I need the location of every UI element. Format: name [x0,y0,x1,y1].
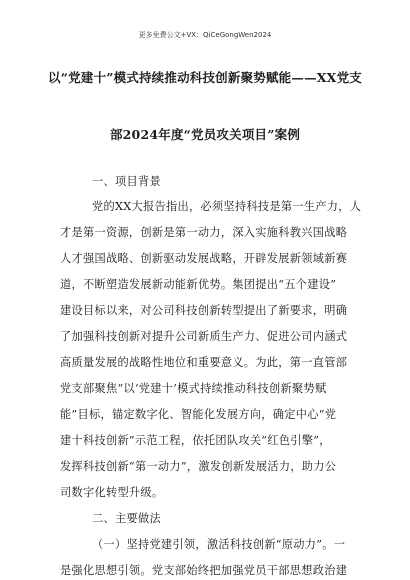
section-heading-main-practices: 二、主要做法 [92,512,161,525]
paragraph-line: 才是第一资源，创新是第一动力，深入实施科教兴国战略 [60,226,348,239]
paragraph-line: 司数字化转型升级。 [60,486,164,499]
paragraph-line: 党支部聚焦“以‘党建十’模式持续推动科技创新聚势赋 [60,382,327,395]
paragraph-line: 人才强国战略、创新驱动发展战略，开辟发展新领域新赛 [60,252,348,265]
document-title-line-2: 部2024年度“党员攻关项目”案例 [109,127,301,142]
paragraph-line: （一）坚持党建引领，激活科技创新“原动力”。一 [92,538,346,551]
document-title-line-1: 以“党建十”模式持续推动科技创新聚势赋能——XX党支 [48,70,362,85]
section-heading-background: 一、项目背景 [92,175,161,188]
paragraph-line: 党的XX大报告指出，必须坚持科技是第一生产力，人 [92,200,362,213]
paragraph-line: 高质量发展的战略性地位和重要意义。为此，第一直管部 [60,356,348,369]
header-note: 更多免费公文+VX：QiCeGongWen2024 [138,31,272,39]
paragraph-line: 了加强科技创新对提升公司新质生产力、促进公司内涵式 [60,330,348,343]
paragraph-line: 建设目标以来，对公司科技创新转型提出了新要求，明确 [60,304,348,317]
paragraph-line: 是强化思想引领。党支部始终把加强党员干部思想政治建 [60,564,348,577]
paragraph-line: 发挥科技创新“第一动力”，激发创新发展活力，助力公 [60,460,337,473]
paragraph-line: 能”目标，锚定数字化、智能化发展方向，确定中心“党 [60,408,337,421]
paragraph-line: 建十科技创新”示范工程，依托团队攻关“红色引擎”， [60,434,331,447]
paragraph-line: 道，不断塑造发展新动能新优势。集团提出“五个建设” [60,278,337,291]
